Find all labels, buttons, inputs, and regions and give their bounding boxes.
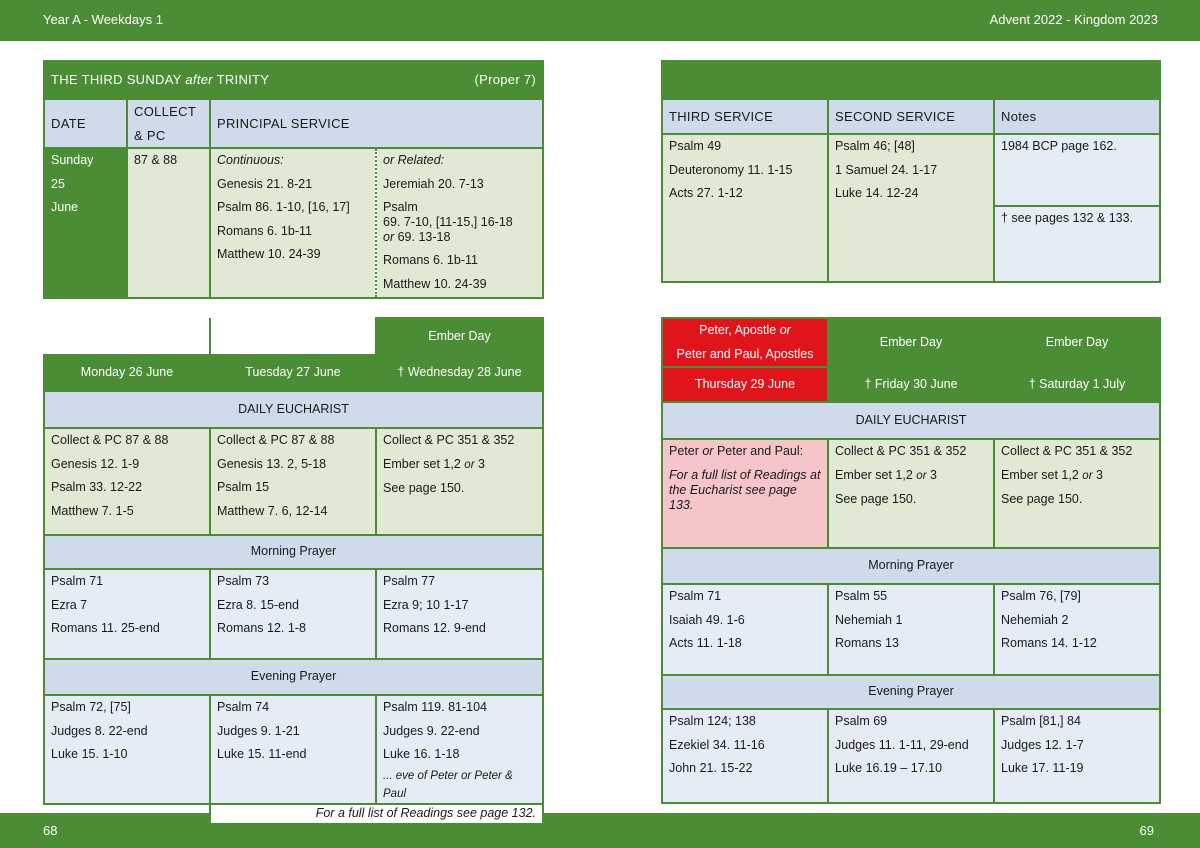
weekday-table-right xyxy=(661,317,1161,804)
continuous-readings: Continuous: Genesis 21. 8-21 Psalm 86. 1-10, [16, 17] Romans 6. 1b-11 Matthew 10. 24-39 xyxy=(210,148,376,298)
weekday-table-left xyxy=(43,317,544,825)
eucharist-wednesday: Collect & PC 351 & 352 Ember set 1,2 or 3 See page 150. xyxy=(376,428,543,535)
day-tuesday: Tuesday 27 June xyxy=(210,355,376,391)
evening-friday: Psalm 69 Judges 11. 1-11, 29-end Luke 16.19 – 17.10 xyxy=(828,709,994,803)
morning-prayer-label: Morning Prayer xyxy=(662,548,1160,584)
day-saturday: † Saturday 1 July xyxy=(994,367,1160,402)
morning-tuesday: Psalm 73 Ezra 8. 15-end Romans 12. 1-8 xyxy=(210,569,376,659)
peter-readings-note: For a full list of Readings at the Eucharist see page 133. xyxy=(669,467,821,512)
sunday-principal-table xyxy=(43,60,544,299)
proper-label: (Proper 7) xyxy=(474,72,537,88)
second-service-readings: Psalm 46; [48] 1 Samuel 24. 1-17 Luke 14. 12-24 xyxy=(828,134,994,282)
day-wednesday: † Wednesday 28 June xyxy=(376,355,543,391)
evening-monday: Psalm 72, [75] Judges 8. 22-end Luke 15. 1-10 xyxy=(44,695,210,804)
header-right: Advent 2022 - Kingdom 2023 xyxy=(989,12,1158,27)
evening-saturday: Psalm [81,] 84 Judges 12. 1-7 Luke 17. 11-19 xyxy=(994,709,1160,803)
page-header xyxy=(0,0,1200,41)
daily-eucharist-label: DAILY EUCHARIST xyxy=(44,391,543,428)
morning-saturday: Psalm 76, [79] Nehemiah 2 Romans 14. 1-12 xyxy=(994,584,1160,675)
evening-thursday: Psalm 124; 138 Ezekiel 34. 11-16 John 21. 15-22 xyxy=(662,709,828,803)
full-list-note: For a full list of Readings see page 132. xyxy=(210,804,543,824)
morning-friday: Psalm 55 Nehemiah 1 Romans 13 xyxy=(828,584,994,675)
col-notes: Notes xyxy=(994,99,1160,134)
daily-eucharist-label: DAILY EUCHARIST xyxy=(662,402,1160,439)
col-date: DATE xyxy=(44,99,127,148)
sunday-title-cell xyxy=(44,61,543,99)
third-service-readings: Psalm 49 Deuteronomy 11. 1-15 Acts 27. 1-12 xyxy=(662,134,828,282)
evening-tuesday: Psalm 74 Judges 9. 1-21 Luke 15. 11-end xyxy=(210,695,376,804)
eucharist-saturday: Collect & PC 351 & 352 Ember set 1,2 or 3 See page 150. xyxy=(994,439,1160,548)
related-readings: or Related: Jeremiah 20. 7-13 Psalm 69. 7-10, [11-15,] 16-18 or 69. 13-18 Romans 6. 1b-11 Matthew 10. 24-39 xyxy=(376,148,543,298)
ember-day-saturday: Ember Day xyxy=(994,318,1160,367)
feast-peter: Peter, Apostle or Peter and Paul, Apostles xyxy=(662,318,828,367)
day-thursday: Thursday 29 June xyxy=(662,367,828,402)
ember-day-friday: Ember Day xyxy=(828,318,994,367)
evening-prayer-label: Evening Prayer xyxy=(44,659,543,695)
morning-thursday: Psalm 71 Isaiah 49. 1-6 Acts 11. 1-18 xyxy=(662,584,828,675)
evening-prayer-label: Evening Prayer xyxy=(662,675,1160,709)
col-third-service: THIRD SERVICE xyxy=(662,99,828,134)
sunday-other-services-table xyxy=(661,60,1161,283)
col-second-service: SECOND SERVICE xyxy=(828,99,994,134)
right-title-band xyxy=(662,61,1160,99)
note-see-pages: † see pages 132 & 133. xyxy=(994,206,1160,282)
header-left: Year A - Weekdays 1 xyxy=(43,12,163,27)
ember-day-wednesday: Ember Day xyxy=(376,318,543,355)
col-collect: COLLECT & PC xyxy=(127,99,210,148)
sunday-collect-cell: 87 & 88 xyxy=(127,148,210,298)
sunday-date-cell: Sunday 25 June xyxy=(44,148,127,298)
morning-prayer-label: Morning Prayer xyxy=(44,535,543,569)
eucharist-thursday: Peter or Peter and Paul: For a full list of Readings at the Eucharist see page 133. xyxy=(662,439,828,548)
sunday-title: THE THIRD SUNDAY after TRINITY xyxy=(51,72,270,88)
morning-wednesday: Psalm 77 Ezra 9; 10 1-17 Romans 12. 9-end xyxy=(376,569,543,659)
evening-wednesday: Psalm 119. 81-104 Judges 9. 22-end Luke 16. 1-18 ... eve of Peter or Peter & Paul xyxy=(376,695,543,804)
eucharist-friday: Collect & PC 351 & 352 Ember set 1,2 or 3 See page 150. xyxy=(828,439,994,548)
eucharist-tuesday: Collect & PC 87 & 88 Genesis 13. 2, 5-18 Psalm 15 Matthew 7. 6, 12-14 xyxy=(210,428,376,535)
day-friday: † Friday 30 June xyxy=(828,367,994,402)
morning-monday: Psalm 71 Ezra 7 Romans 11. 25-end xyxy=(44,569,210,659)
eucharist-monday: Collect & PC 87 & 88 Genesis 12. 1-9 Psalm 33. 12-22 Matthew 7. 1-5 xyxy=(44,428,210,535)
page-number-right: 69 xyxy=(1139,823,1154,838)
day-monday: Monday 26 June xyxy=(44,355,210,391)
col-principal: PRINCIPAL SERVICE xyxy=(210,99,543,148)
page-number-left: 68 xyxy=(43,823,58,838)
note-bcp: 1984 BCP page 162. xyxy=(994,134,1160,206)
eve-note: ... eve of Peter or Peter & Paul xyxy=(383,769,513,800)
